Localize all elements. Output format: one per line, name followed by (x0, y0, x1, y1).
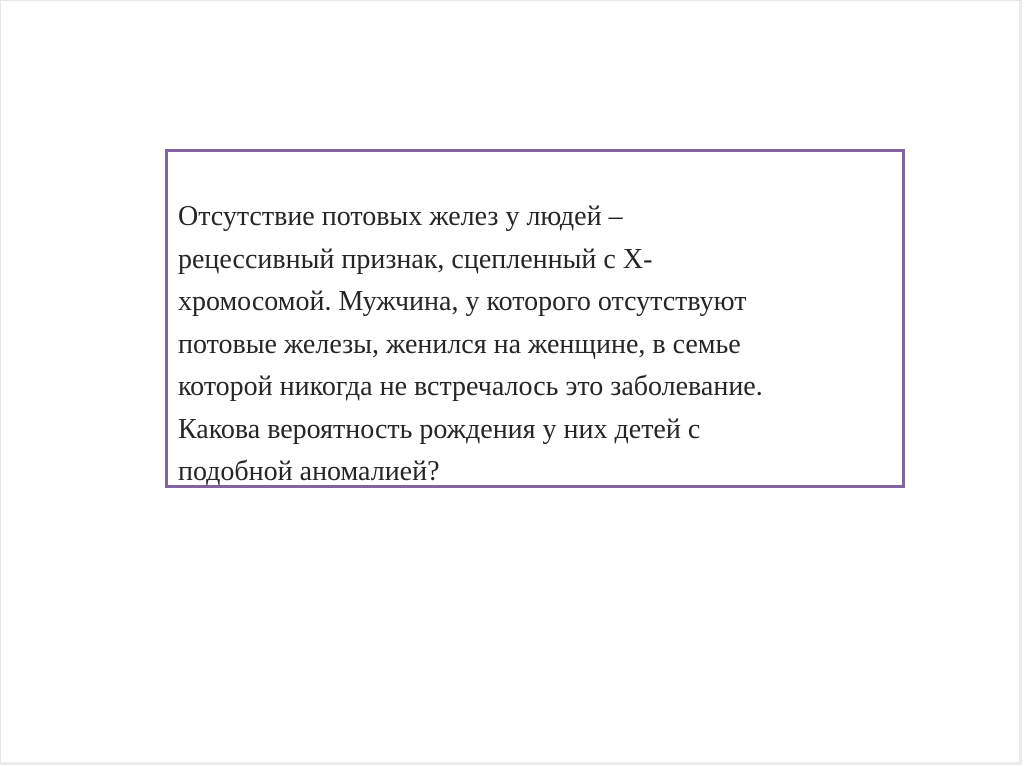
problem-text: Отсутствие потовых желез у людей – рецессивный признак, сцепленный с Х- хромосомой. Мужчина, у которого отсутствуют потовые железы, женился на женщине, в семье которой никогда не встречалось это заболевание. Какова вероятность рождения у них детей с подобной аномалией? (178, 201, 763, 487)
problem-text-box (165, 149, 905, 488)
